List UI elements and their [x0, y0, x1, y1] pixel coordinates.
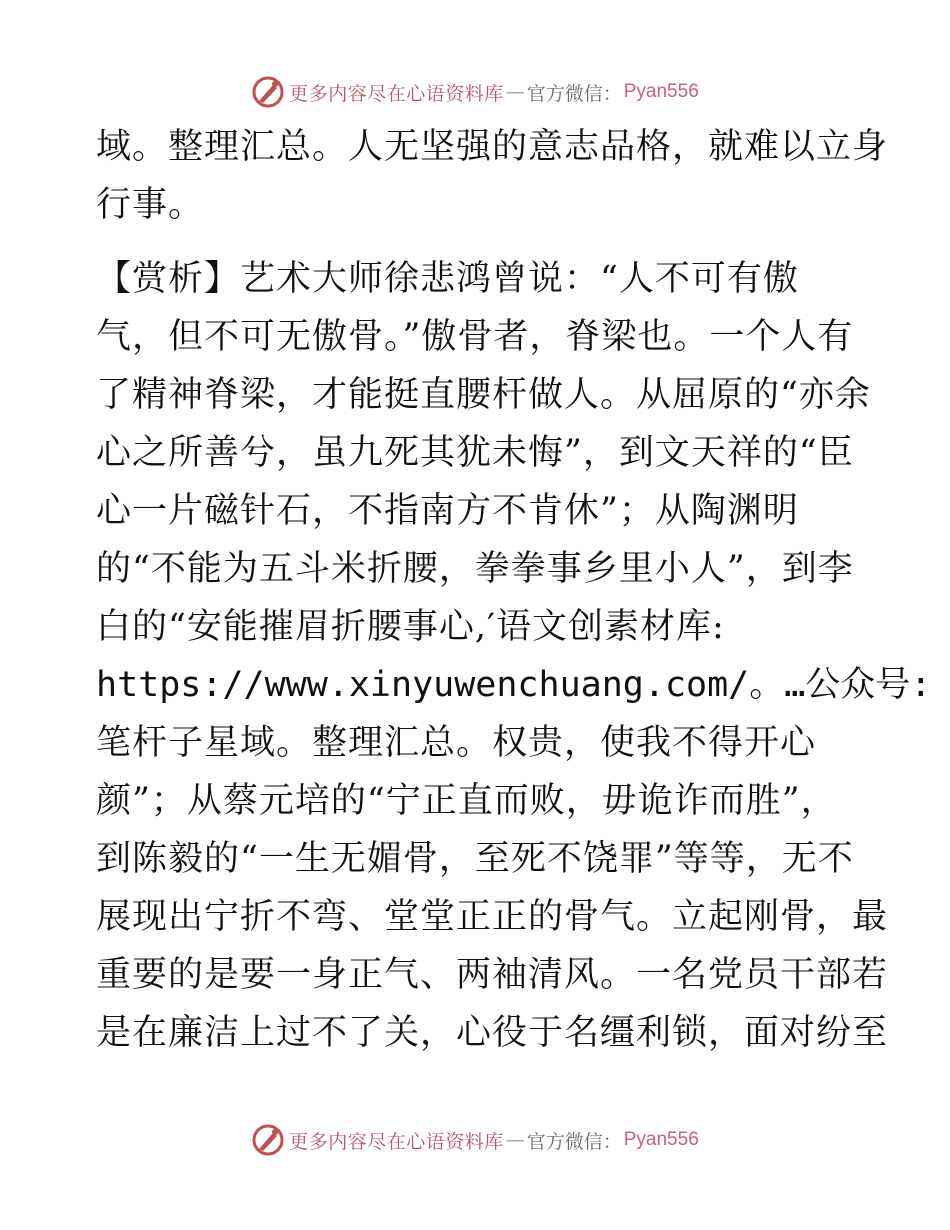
watermark-wechat-label: 官方微信：: [526, 82, 622, 105]
text-line: 气，但不可无傲骨。”傲骨者，脊梁也。一个人有: [96, 317, 854, 357]
text-line: 重要的是要一身正气、两袖清风。一名党员干部若: [96, 955, 889, 995]
text-line: 【赏析】艺术大师徐悲鸿曾说：“人不可有傲: [96, 259, 799, 299]
pen-logo-icon: [251, 1123, 285, 1157]
watermark-text: 更多内容尽在心语资料库: [289, 1130, 504, 1153]
watermark-separator: —: [505, 81, 525, 103]
footer-watermark: [0, 1120, 950, 1160]
watermark-text: 更多内容尽在心语资料库: [289, 82, 504, 105]
text-line: 行事。: [96, 185, 205, 225]
text-line: 颜”；从蔡元培的“宁正直而败，毋诡诈而胜”，: [96, 781, 837, 821]
text-line: https://www.xinyuwenchuang.com/。…公众号:: [96, 665, 932, 705]
text-line: 心一片磁针石，不指南方不肯休”；从陶渊明: [96, 491, 799, 531]
watermark-separator: —: [505, 1129, 525, 1151]
text-line: 是在廉洁上过不了关，心役于名缰利锁，面对纷至: [96, 1013, 889, 1053]
text-line: 的“不能为五斗米折腰，拳拳事乡里小人”，到李: [96, 549, 854, 589]
text-line: 笔杆子星域。整理汇总。权贵，使我不得开心: [96, 723, 817, 763]
watermark-wechat-id: Pyan556: [623, 1129, 699, 1150]
watermark-wechat-label: 官方微信：: [526, 1130, 622, 1153]
text-line: 域。整理汇总。人无坚强的意志品格，就难以立身: [96, 127, 889, 167]
text-line: 白的“安能摧眉折腰事心,′语文创素材库:: [96, 607, 725, 647]
header-watermark: [0, 72, 950, 112]
text-line: 心之所善兮，虽九死其犹未悔”，到文天祥的“臣: [96, 433, 854, 473]
text-line: 了精神脊梁，才能挺直腰杆做人。从屈原的“亦余: [96, 375, 871, 415]
text-line: 展现出宁折不弯、堂堂正正的骨气。立起刚骨，最: [96, 897, 889, 937]
pen-logo-icon: [251, 75, 285, 109]
watermark-wechat-id: Pyan556: [623, 81, 699, 102]
text-line: 到陈毅的“一生无媚骨，至死不饶罪”等等，无不: [96, 839, 854, 879]
